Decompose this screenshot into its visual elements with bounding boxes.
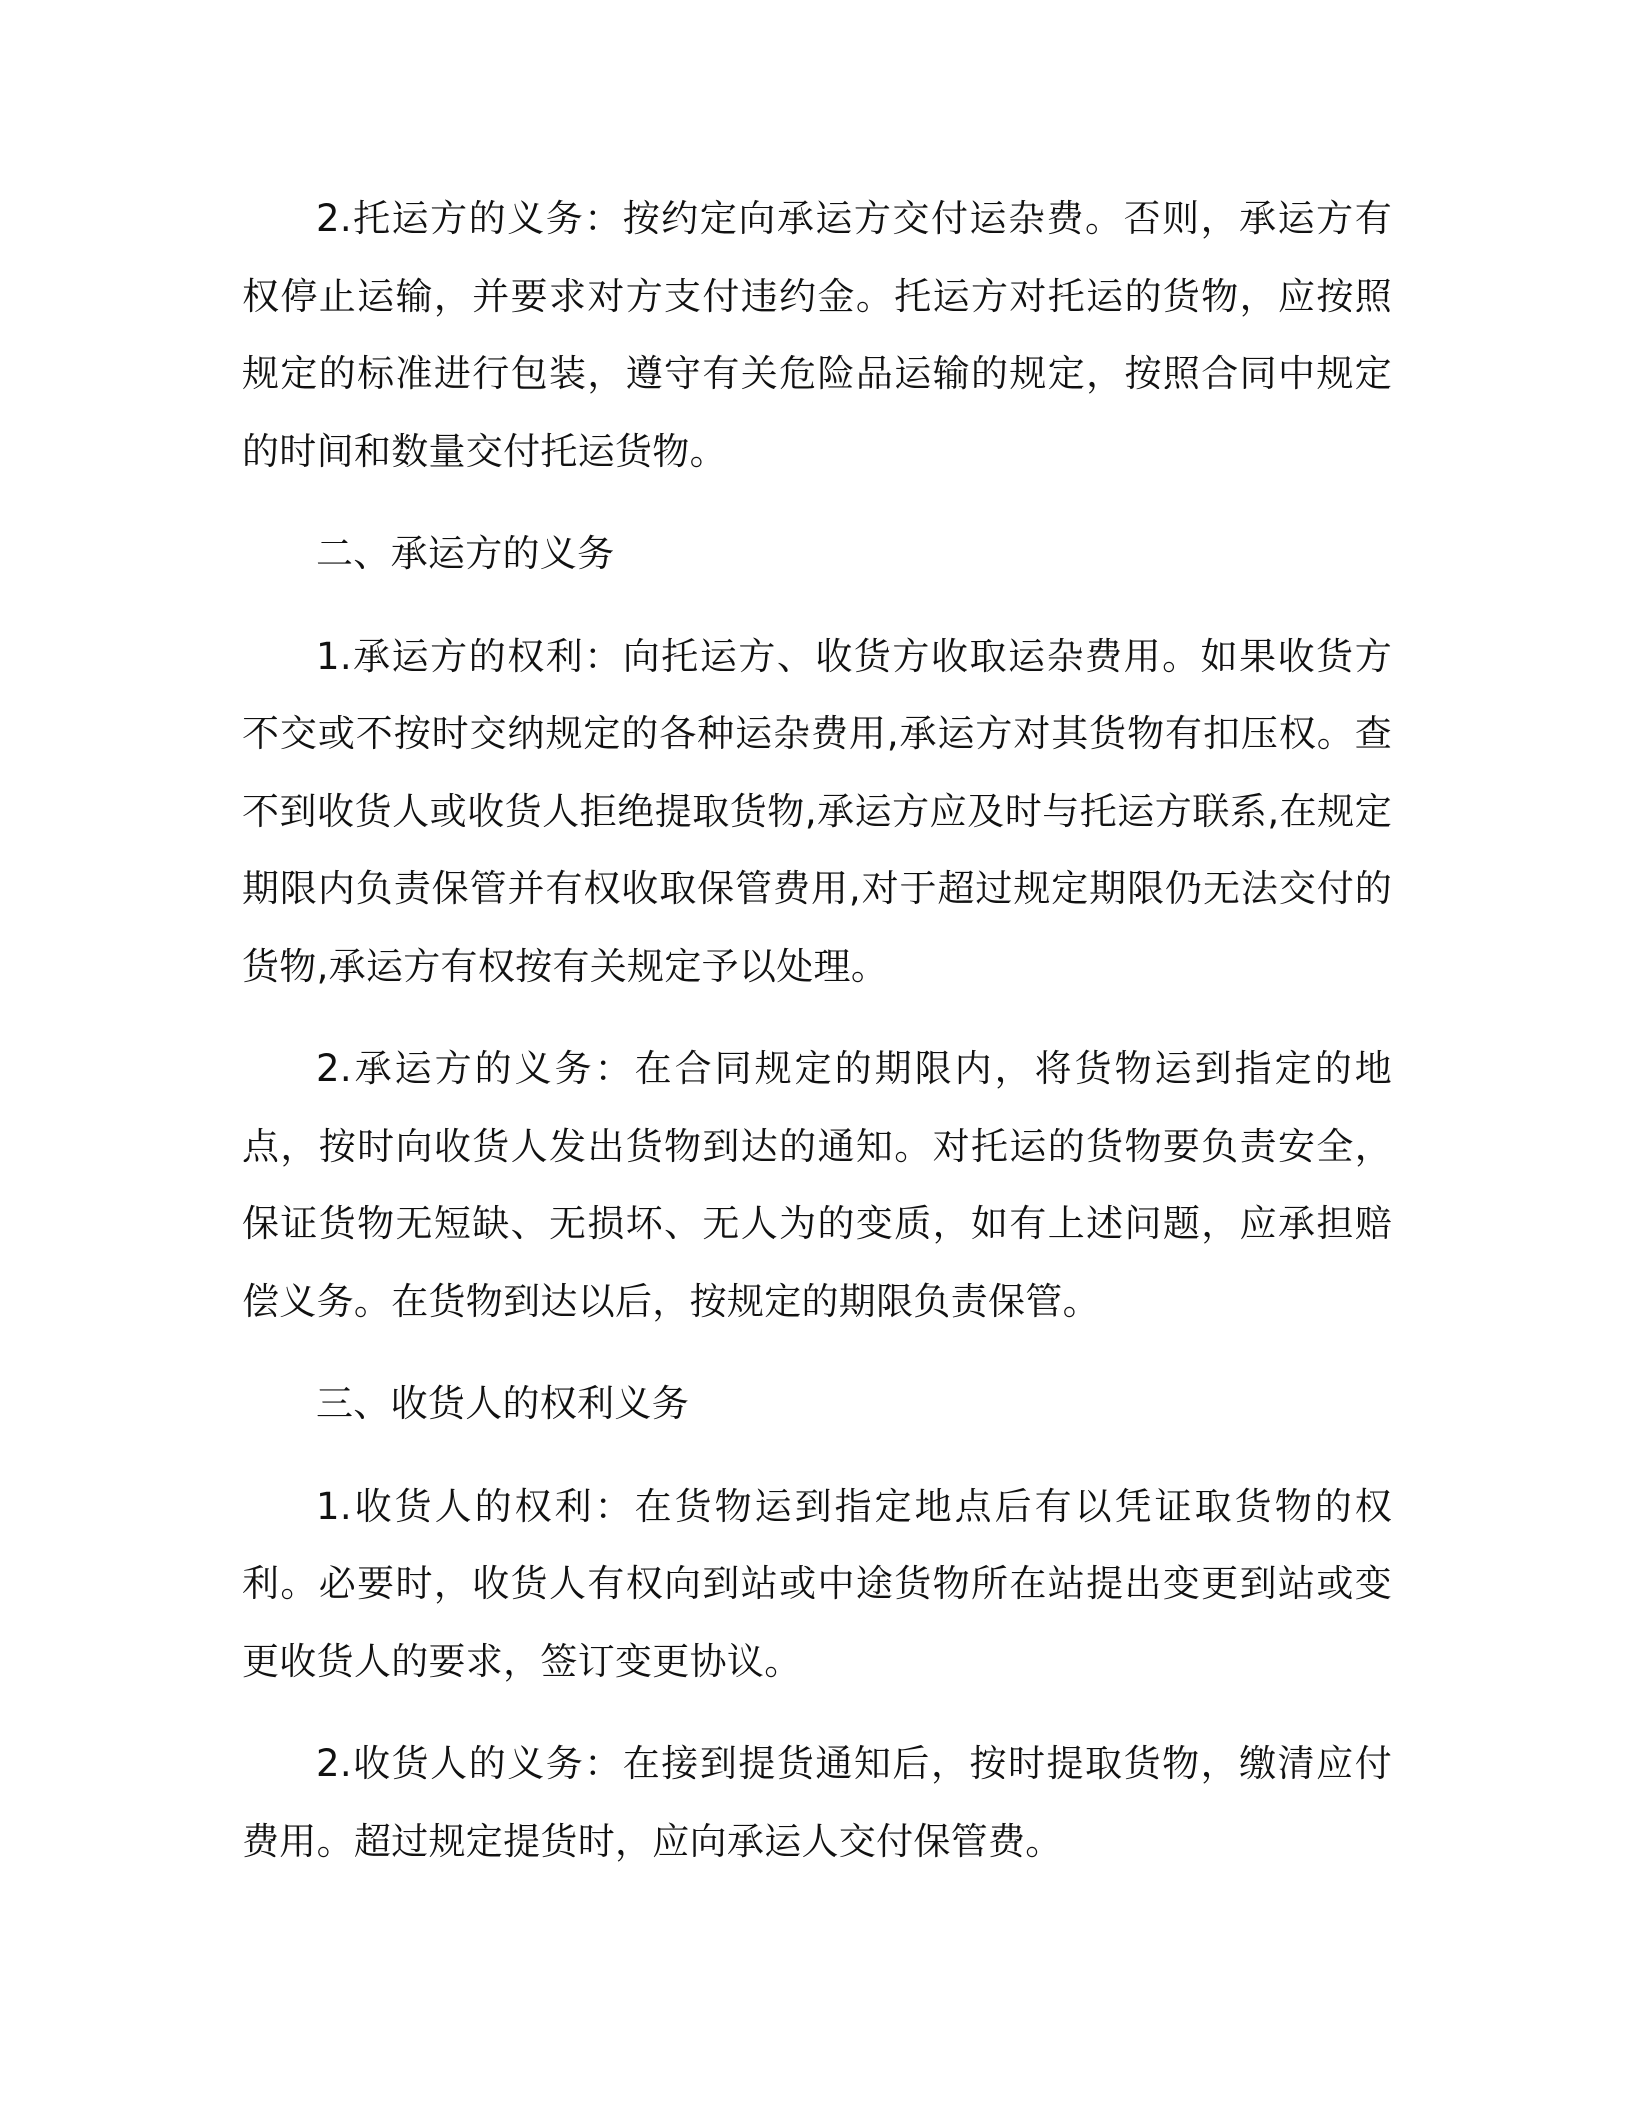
shipper-obligations-paragraph: 2.托运方的义务：按约定向承运方交付运杂费。否则，承运方有权停止运输，并要求对方支付违约金。托运方对托运的货物，应按照规定的标准进行包装，遵守有关危险品运输的规定，按照合同中规定的时间和数量交付托运货物。 — [242, 197, 1392, 473]
carrier-obligations-paragraph: 2.承运方的义务：在合同规定的期限内，将货物运到指定的地点，按时向收货人发出货物到达的通知。对托运的货物要负责安全，保证货物无短缺、无损坏、无人为的变质，如有上述问题，应承担赔偿义务。在货物到达以后，按规定的期限负责保管。 — [242, 1047, 1392, 1323]
document-body — [242, 180, 1392, 1905]
carrier-rights-paragraph: 1.承运方的权利：向托运方、收货方收取运杂费用。如果收货方不交或不按时交纳规定的各种运杂费用,承运方对其货物有扣压权。查不到收货人或收货人拒绝提取货物,承运方应及时与托运方联系,在规定期限内负责保管并有权收取保管费用,对于超过规定期限仍无法交付的货物,承运方有权按有关规定予以处理。 — [242, 634, 1392, 988]
consignee-obligations-paragraph: 2.收货人的义务：在接到提货通知后，按时提取货物，缴清应付费用。超过规定提货时，应向承运人交付保管费。 — [242, 1742, 1392, 1863]
consignee-rights-paragraph: 1.收货人的权利：在货物运到指定地点后有以凭证取货物的权利。必要时，收货人有权向到站或中途货物所在站提出变更到站或变更收货人的要求，签订变更协议。 — [242, 1484, 1392, 1683]
carrier-section-heading: 二、承运方的义务 — [316, 532, 615, 575]
consignee-section-heading: 三、收货人的权利义务 — [316, 1382, 689, 1425]
